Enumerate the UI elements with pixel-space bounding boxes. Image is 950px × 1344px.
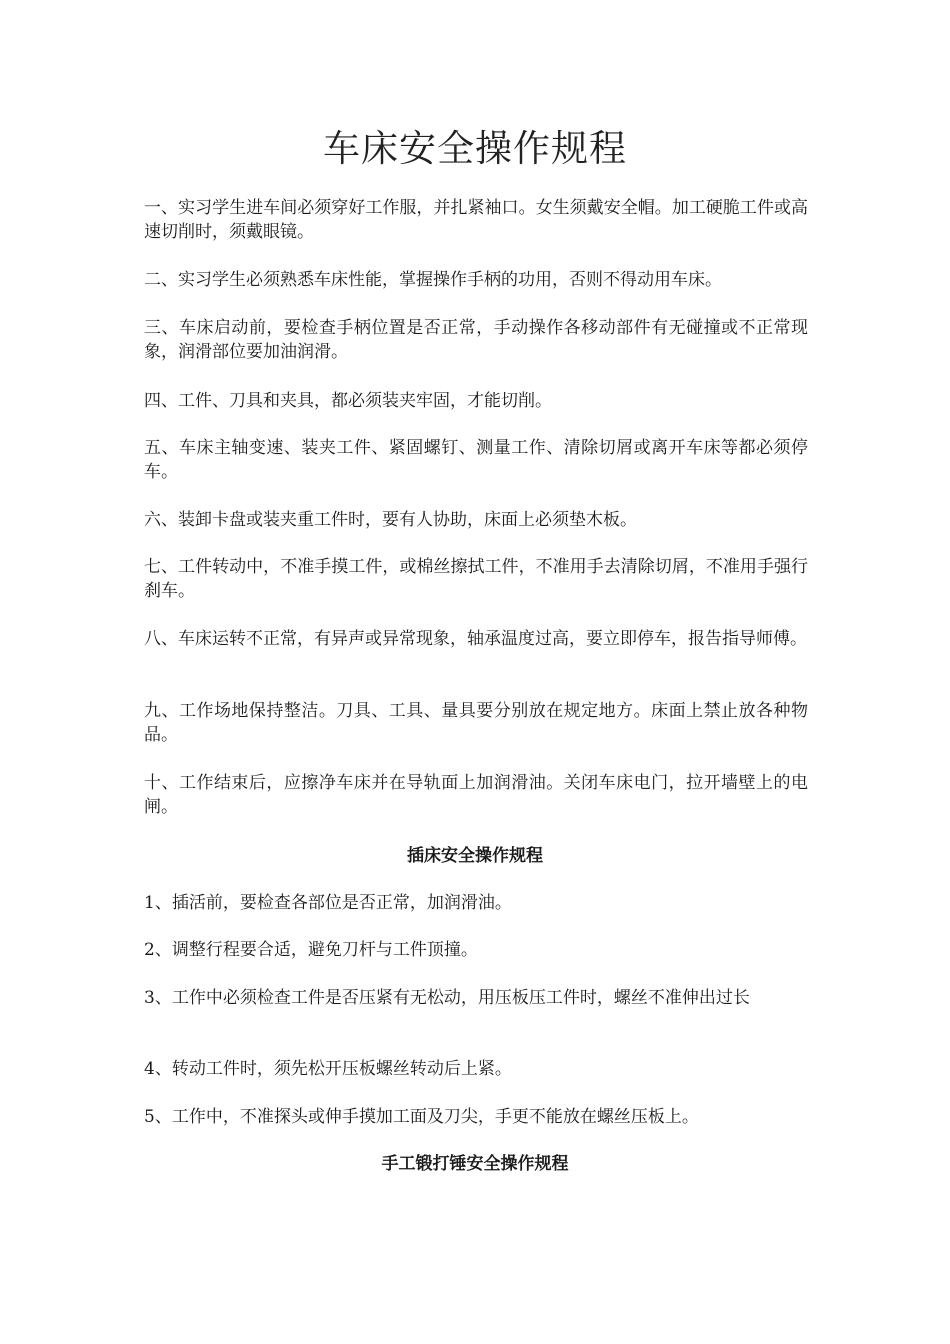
slotting-rule-5: 5、工作中，不准探头或伸手摸加工面及刀尖，手更不能放在螺丝压板上。 (144, 1107, 699, 1127)
slotting-section-title: 插床安全操作规程 (407, 846, 543, 866)
slotting-rule-1: 1、插活前，要检查各部位是否正常，加润滑油。 (144, 893, 512, 913)
slotting-rule-2: 2、调整行程要合适，避免刀杆与工件顶撞。 (144, 940, 478, 960)
lathe-rule-8: 八、车床运转不正常，有异声或异常现象，轴承温度过高，要立即停车，报告指导师傅。 (144, 629, 807, 649)
lathe-rule-10: 十、工作结束后，应擦净车床并在导轨面上加润滑油。关闭车床电门，拉开墙壁上的电闸。 (144, 773, 808, 817)
lathe-rule-3: 三、车床启动前，要检查手柄位置是否正常，手动操作各移动部件有无碰撞或不正常现象，润滑部位要加油润滑。 (144, 318, 808, 362)
slotting-rule-4: 4、转动工件时，须先松开压板螺丝转动后上紧。 (144, 1059, 512, 1079)
lathe-rule-6: 六、装卸卡盘或装夹重工件时，要有人协助，床面上必须垫木板。 (144, 510, 637, 530)
forging-section-title: 手工锻打锤安全操作规程 (381, 1154, 569, 1174)
lathe-rule-1: 一、实习学生进车间必须穿好工作服，并扎紧袖口。女生须戴安全帽。加工硬脆工件或高速切削时，须戴眼镜。 (144, 198, 808, 242)
slotting-rule-3: 3、工作中必须检查工件是否压紧有无松动，用压板压工件时，螺丝不准伸出过长 (144, 988, 750, 1008)
document-title: 车床安全操作规程 (323, 127, 627, 170)
lathe-rule-9: 九、工作场地保持整洁。刀具、工具、量具要分别放在规定地方。床面上禁止放各种物品。 (144, 701, 808, 745)
lathe-rule-2: 二、实习学生必须熟悉车床性能，掌握操作手柄的功用，否则不得动用车床。 (144, 270, 722, 290)
lathe-rule-4: 四、工件、刀具和夹具，都必须装夹牢固，才能切削。 (144, 391, 552, 411)
lathe-rule-5: 五、车床主轴变速、装夹工件、紧固螺钉、测量工作、清除切屑或离开车床等都必须停车。 (144, 438, 808, 482)
lathe-rule-7: 七、工件转动中，不准手摸工件，或棉丝擦拭工件，不准用手去清除切屑，不准用手强行刹车。 (144, 557, 808, 601)
